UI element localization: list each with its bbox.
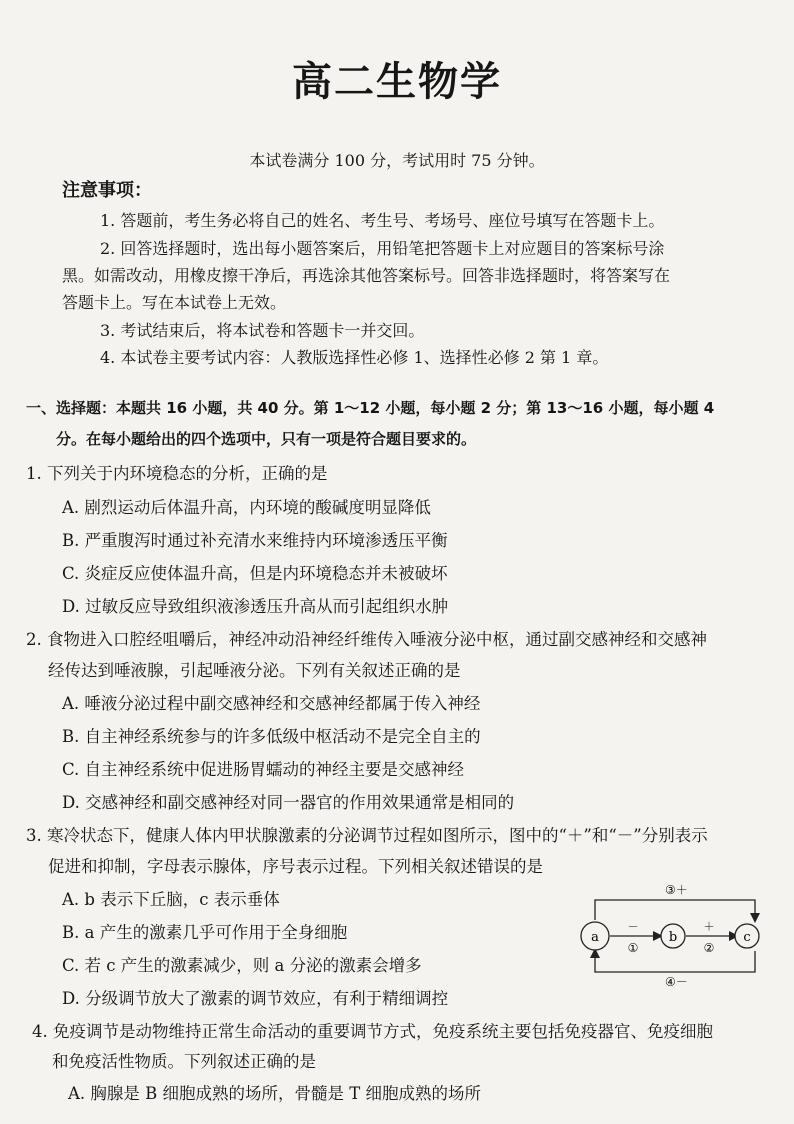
option-d: D. 过敏反应导致组织液渗透压升高从而引起组织水肿: [62, 597, 449, 616]
question-stem-cont: 促进和抑制，字母表示腺体，序号表示过程。下列相关叙述错误的是: [48, 857, 543, 876]
question-stem-cont: 和免疫活性物质。下列叙述正确的是: [52, 1052, 316, 1071]
option-a: A. b 表示下丘脑，c 表示垂体: [62, 890, 280, 909]
option-d: D. 交感神经和副交感神经对同一器官的作用效果通常是相同的: [62, 793, 515, 812]
node-c-label: c: [743, 930, 751, 945]
question-stem: 2. 食物进入口腔经咀嚼后，神经冲动沿神经纤维传入唾液分泌中枢，通过副交感神经和交感神: [26, 630, 707, 649]
notice-heading: 注意事项：: [62, 180, 152, 201]
path-2-sign: ＋: [703, 920, 715, 933]
path-1-label: ①: [627, 941, 639, 955]
path-4-label: ④－: [665, 975, 688, 989]
option-c: C. 自主神经系统中促进肠胃蠕动的神经主要是交感神经: [62, 760, 465, 779]
path-3-label: ③＋: [665, 883, 688, 897]
question-stem: 3. 寒冷状态下，健康人体内甲状腺激素的分泌调节过程如图所示，图中的“＋”和“－”分别表示: [26, 826, 708, 845]
option-b: B. a 产生的激素几乎可作用于全身细胞: [62, 923, 348, 942]
exam-info: 本试卷满分 100 分，考试用时 75 分钟。: [249, 151, 545, 170]
option-c: C. 若 c 产生的激素减少，则 a 分泌的激素会增多: [62, 956, 422, 975]
path-2-label: ②: [703, 941, 715, 955]
page-title: 高二生物学: [292, 59, 502, 105]
notice-line: 3. 考试结束后，将本试卷和答题卡一并交回。: [100, 321, 425, 340]
question-stem: 4. 免疫调节是动物维持正常生命活动的重要调节方式，免疫系统主要包括免疫器官、免疫细胞: [32, 1022, 713, 1041]
option-a: A. 胸腺是 B 细胞成熟的场所，骨髓是 T 细胞成熟的场所: [68, 1084, 482, 1103]
question-stem-cont: 经传达到唾液腺，引起唾液分泌。下列有关叙述正确的是: [48, 661, 461, 680]
path-3-line: [595, 900, 755, 920]
notice-line: 1. 答题前，考生务必将自己的姓名、考生号、考场号、座位号填写在答题卡上。: [100, 211, 665, 230]
question-stem: 1. 下列关于内环境稳态的分析，正确的是: [26, 464, 328, 483]
hormone-regulation-diagram: [575, 880, 775, 990]
option-a: A. 唾液分泌过程中副交感神经和交感神经都属于传入神经: [62, 694, 481, 713]
node-a-label: a: [591, 930, 599, 945]
option-a: A. 剧烈运动后体温升高，内环境的酸碱度明显降低: [62, 498, 431, 517]
section-heading-cont: 分。在每小题给出的四个选项中，只有一项是符合题目要求的。: [56, 430, 477, 448]
option-b: B. 严重腹泻时通过补充清水来维持内环境渗透压平衡: [62, 531, 448, 550]
notice-line: 4. 本试卷主要考试内容：人教版选择性必修 1、选择性必修 2 第 1 章。: [100, 348, 609, 367]
node-b-label: b: [668, 930, 678, 945]
path-4-line: [595, 951, 755, 972]
notice-line: 答题卡上。写在本试卷上无效。: [62, 293, 287, 312]
notice-line: 黑。如需改动，用橡皮擦干净后，再选涂其他答案标号。回答非选择题时，将答案写在: [62, 266, 671, 285]
option-b: B. 自主神经系统参与的许多低级中枢活动不是完全自主的: [62, 727, 481, 746]
section-heading: 一、选择题：本题共 16 小题，共 40 分。第 1～12 小题，每小题 2 分；第 13～16 小题，每小题 4: [26, 399, 715, 417]
path-1-sign: －: [627, 920, 639, 933]
option-d: D. 分级调节放大了激素的调节效应，有利于精细调控: [62, 989, 449, 1008]
arrow-head-icon: [750, 913, 760, 923]
option-c: C. 炎症反应使体温升高，但是内环境稳态并未被破坏: [62, 564, 448, 583]
notice-line: 2. 回答选择题时，选出每小题答案后，用铅笔把答题卡上对应题目的答案标号涂: [100, 239, 665, 258]
